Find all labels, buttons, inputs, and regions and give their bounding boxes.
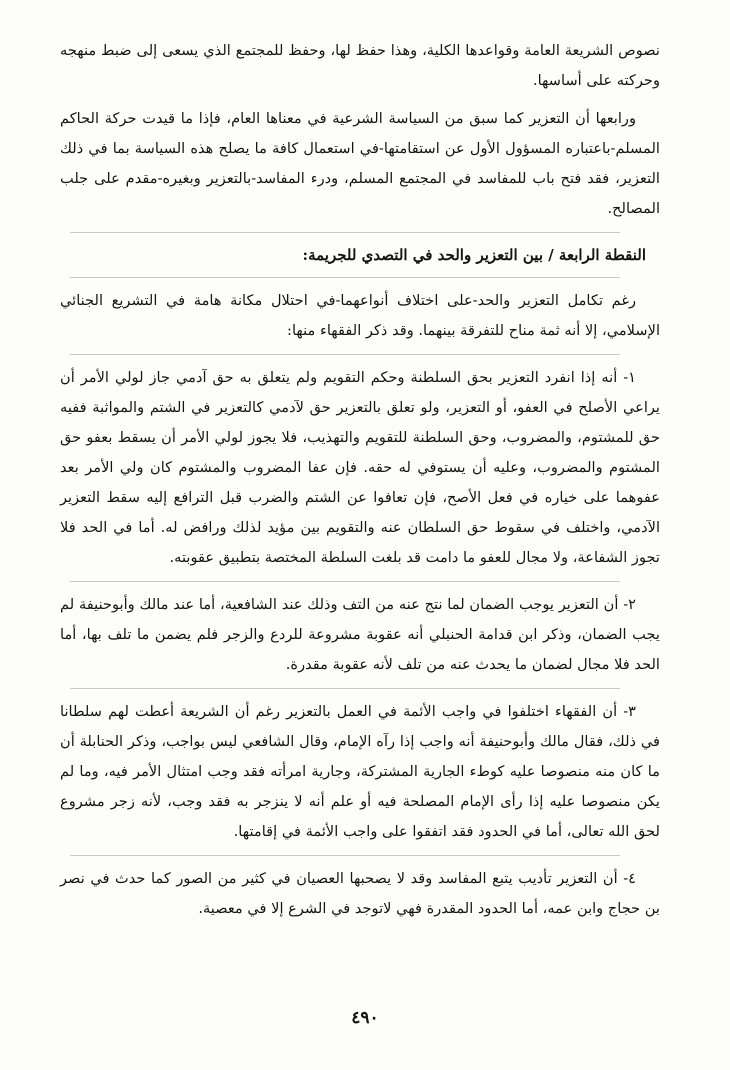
list-item-1: ١- أنه إذا انفرد التعزير بحق السلطنة وحكم التقويم ولم يتعلق به حق آدمي جاز لولي الأمر أن يراعي الأصلح في العفو، أو التعزير، ولو تعلق بالتعزير حق لآدمي كالتعزير في الشتم والمواثبة ففيه حق للمشتوم، والمضروب، وحق السلطنة للتقويم والتهذيب، فلا يجوز لولي الأمر أن يسقط بعفو حق المشتوم والمضروب، وعليه أن يستوفي له حقه. فإن عفا المضروب والمشتوم كان ولي الأمر بعد عفوهما على خياره في فعل الأصح، فإن تعافوا عن الشتم والضرب قبل الترافع إليه سقط التعزير الآدمي، واختلف في سقوط حق السلطان عنه والتقويم بين مؤيد لذلك ورافض له. أما في الحد فلا تجوز الشفاعة، ولا مجال للعفو ما دامت قد بلغت السلطة المختصة بتطبيق عقوبته. xyxy=(60,369,660,566)
list-item-4: ٤- أن التعزير تأديب يتبع المفاسد وقد لا يصحبها العصيان في كثير من الصور كما حدث في نصر بن حجاج وابن عمه، أما الحدود المقدرة فهي لاتوجد في الشرع إلا في معصية. xyxy=(60,870,660,917)
list-item-2: ٢- أن التعزير يوجب الضمان لما نتج عنه من التف وذلك عند الشافعية، أما عند مالك وأبوحنيفة لم يجب الضمان، وذكر ابن قدامة الحنبلي أنه عقوبة مشروعة للردع والزجر فلم يضمن ما تلف بها، أما الحد فلا مجال لضمان ما يحدث عنه من تلف لأنه عقوبة مقدرة. xyxy=(60,596,660,673)
section-divider xyxy=(70,232,620,233)
section-divider xyxy=(70,277,620,278)
page-body xyxy=(60,36,660,932)
paragraph-fourth-reason: ورابعها أن التعزير كما سبق من السياسة الشرعية في معناها العام، فإذا ما قيدت حركة الحاكم المسلم-باعتباره المسؤول الأول عن استقامتها-في استعمال كافة ما يصلح هذه السياسة بما في ذلك التعزير، فقد فتح باب للمفاسد في المجتمع المسلم، ودرء المفاسد-بالتعزير وبغيره-مقدم على جلب المصالح. xyxy=(60,110,660,217)
section-divider xyxy=(70,855,620,856)
section-divider xyxy=(70,688,620,689)
page-number: ٤٩٠ xyxy=(351,1008,379,1028)
paragraph-continuation: نصوص الشريعة العامة وقواعدها الكلية، وهذا حفظ لها، وحفظ للمجتمع الذي يسعى إلى ضبط منهجه وحركته على أساسها. xyxy=(60,42,660,89)
paragraph-intro: رغم تكامل التعزير والحد-على اختلاف أنواعهما-في احتلال مكانة هامة في التشريع الجنائي الإسلامي، إلا أنه ثمة مناح للتفرقة بينهما. وقد ذكر الفقهاء منها: xyxy=(60,292,660,339)
section-divider xyxy=(70,354,620,355)
section-heading: النقطة الرابعة / بين التعزير والحد في التصدي للجريمة: xyxy=(302,246,646,264)
list-item-3: ٣- أن الفقهاء اختلفوا في واجب الأئمة في العمل بالتعزير رغم أن الشريعة أعطت لهم سلطانا في ذلك، فقال مالك وأبوحنيفة أنه واجب إذا رآه الإمام، وقال الشافعي ليس بواجب، وذكر الحنابلة أن ما كان منه منصوصا عليه كوطء الجارية المشتركة، وجارية امرأته فقد وجب امتثال الأمر فيه، وما لم يكن منصوصا عليه إذا رأى الإمام المصلحة فيه أو علم أنه لا ينزجر به فقد وجب، لأنه زجر مشروع لحق الله تعالى، أما في الحدود فقد اتفقوا على واجب الأئمة في إقامتها. xyxy=(60,703,660,840)
section-divider xyxy=(70,581,620,582)
